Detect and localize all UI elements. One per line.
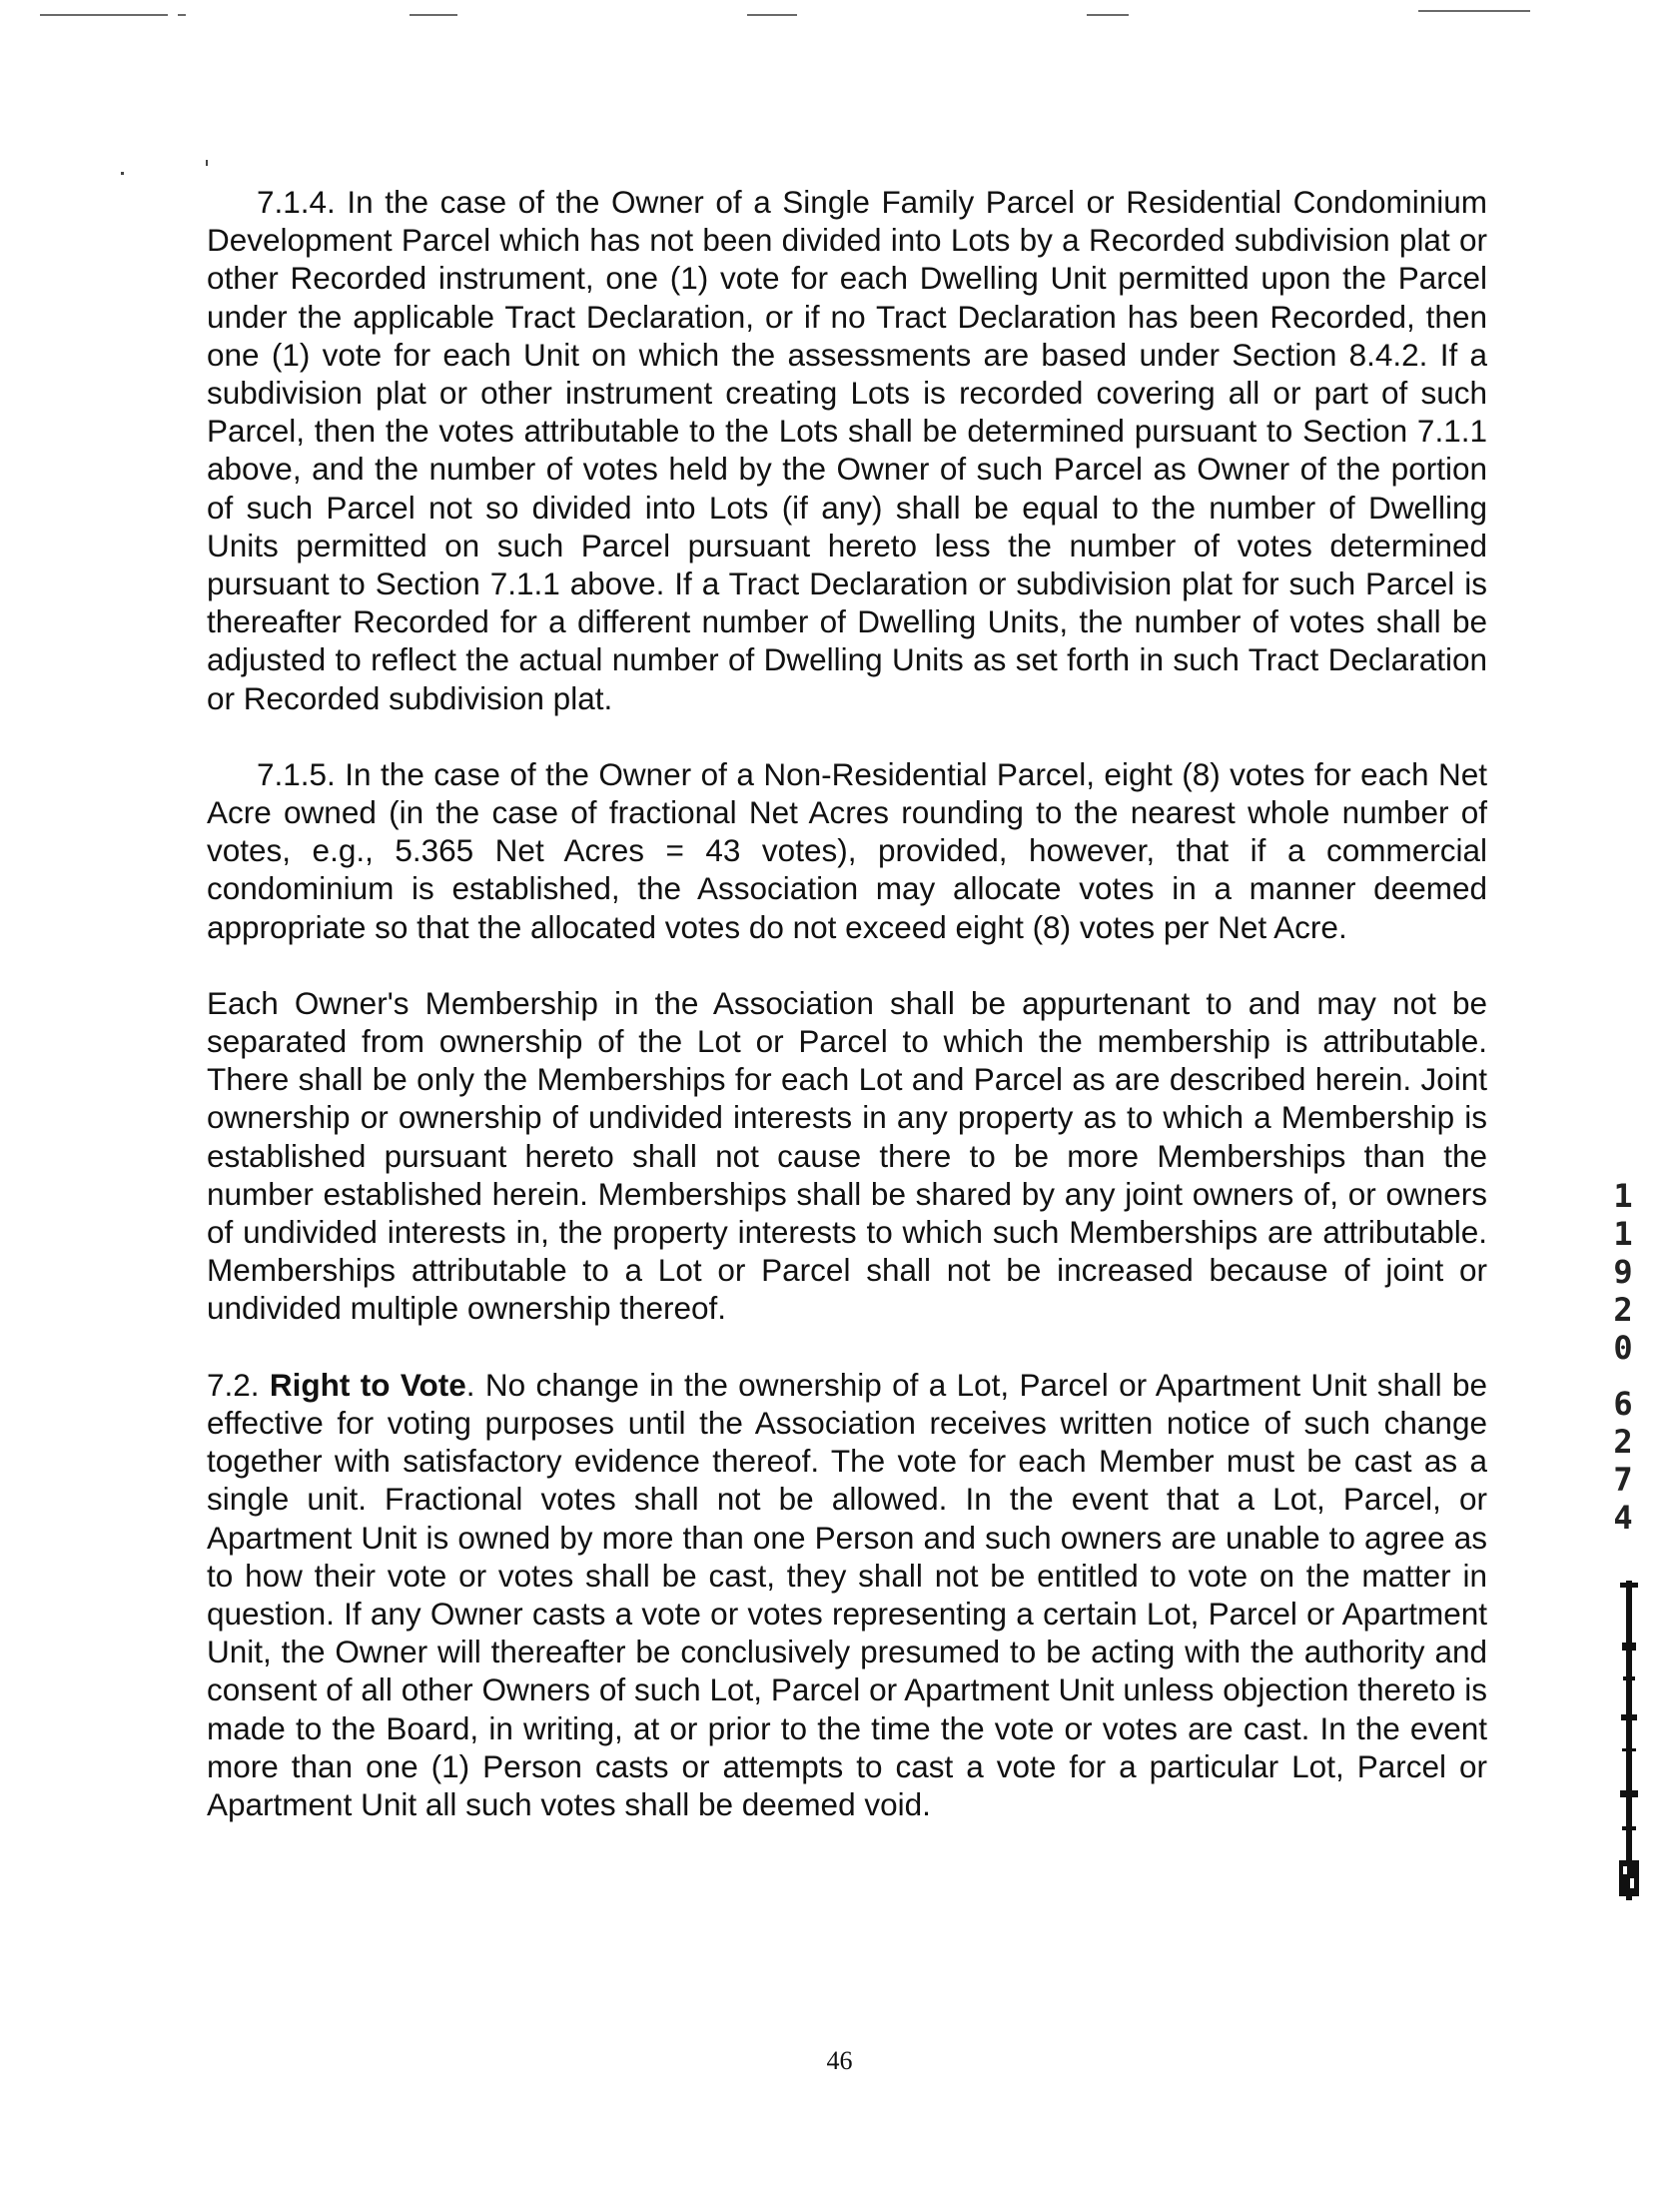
paragraph-membership: [207, 984, 1487, 1328]
paragraph-7-1-5: [207, 755, 1487, 946]
scan-mark: [1418, 10, 1530, 12]
paragraph-text: In the case of the Owner of a Non-Residential Parcel, eight (8) votes for each Net Acre owned (in the case of fractional Net Acres rounding to the nearest whole number of votes, e.g., 5.365 Net Acres = 43 votes), provided, however, that if a commercial condominium is established, the Association may allocate votes in a manner deemed appropriate so that the allocated votes do not exceed eight (8) votes per Net Acre.: [207, 755, 1487, 945]
document-body: [207, 183, 1487, 1861]
scan-mark: [178, 14, 186, 16]
stamp-digit: 4: [1613, 1499, 1633, 1537]
stamp-digit: 2: [1613, 1423, 1633, 1461]
stamp-digit: 6: [1613, 1385, 1633, 1423]
stamp-digit: 0: [1613, 1329, 1633, 1367]
scan-speck: [206, 160, 208, 166]
recording-stamp: [1603, 1177, 1643, 1537]
scan-mark: [747, 14, 797, 16]
paragraph-7-1-4: [207, 183, 1487, 717]
recording-barcode: [1616, 1581, 1642, 1900]
section-number: 7.1.5.: [257, 755, 336, 792]
scan-mark: [1087, 14, 1129, 16]
paragraph-text: Each Owner's Membership in the Association shall be appurtenant to and may not be separated from ownership of the Lot or Parcel to which the membership is attributable. There shall be only the Memberships for each Lot and Parcel as are described herein. Joint ownership or ownership of undivided interests in any property as to which a Membership is established pursuant hereto shall not cause there to be more Memberships than the number established herein. Memberships shall be shared by any joint owners of, or owners of undivided interests in, the property interests to which such Memberships are attributable. Memberships attributable to a Lot or Parcel shall not be increased because of joint or undivided multiple ownership thereof.: [207, 984, 1487, 1327]
section-heading: Right to Vote: [269, 1366, 466, 1403]
scan-mark: [410, 14, 457, 16]
section-number: 7.2.: [207, 1366, 260, 1403]
stamp-digit: 7: [1613, 1461, 1633, 1499]
stamp-digit: 1: [1613, 1215, 1633, 1253]
section-number: 7.1.4.: [257, 184, 336, 220]
paragraph-7-2: 7.2. Right to Vote. No change in the ownership of a Lot, Parcel or Apartment Unit shall be effective for voting purposes until the Association receives written notice of such change together with satisfactory evidence thereof. The vote for each Member must be cast as a single unit. Fractional votes shall not be allowed. In the event that a Lot, Parcel, or Apartment Unit is owned by more than one Person and such owners are unable to agree as to how their vote or votes shall be cast, they shall not be entitled to vote on the matter in question. If any Owner casts a vote or votes representing a certain Lot, Parcel or Apartment Unit, the Owner will thereafter be conclusively presumed to be acting with the authority and consent of all other Owners of such Lot, Parcel or Apartment Unit unless objection thereto is made to the Board, in writing, at or prior to the time the vote or votes are cast. In the event more than one (1) Person casts or attempts to cast a vote for a particular Lot, Parcel or Apartment Unit all such votes shall be deemed void.: [207, 1366, 1487, 1822]
paragraph-text: In the case of the Owner of a Single Family Parcel or Residential Condominium Development Parcel which has not been divided into Lots by a Recorded subdivision plat or other Recorded instrument, one (1) vote for each Dwelling Unit permitted upon the Parcel under the applicable Tract Declaration, or if no Tract Declaration has been Recorded, then one (1) vote for each Unit on which the assessments are based under Section 8.4.2. If a subdivision plat or other instrument creating Lots is recorded covering all or part of such Parcel, then the votes attributable to the Lots shall be determined pursuant to Section 7.1.1 above, and the number of votes held by the Owner of such Parcel as Owner of the portion of such Parcel not so divided into Lots (if any) shall be equal to the number of Dwelling Units permitted on such Parcel pursuant hereto less the number of votes determined pursuant to Section 7.1.1 above. If a Tract Declaration or subdivision plat for such Parcel is thereafter Recorded for a different number of Dwelling Units, the number of votes shall be adjusted to reflect the actual number of Dwelling Units as set forth in such Tract Declaration or Recorded subdivision plat.: [207, 184, 1487, 716]
page-number: 46: [826, 2046, 853, 2075]
stamp-digit: 2: [1613, 1291, 1633, 1329]
stamp-digit: 9: [1613, 1253, 1633, 1291]
paragraph-text: No change in the ownership of a Lot, Parcel or Apartment Unit shall be effective for voting purposes until the Association receives written notice of such change together with satisfactory evidence thereof. The vote for each Member must be cast as a single unit. Fractional votes shall not be allowed. In the event that a Lot, Parcel, or Apartment Unit is owned by more than one Person and such owners are unable to agree as to how their vote or votes shall be cast, they shall not be entitled to vote on the matter in question. If any Owner casts a vote or votes representing a certain Lot, Parcel or Apartment Unit, the Owner will thereafter be conclusively presumed to be acting with the authority and consent of all other Owners of such Lot, Parcel or Apartment Unit unless objection thereto is made to the Board, in writing, at or prior to the time the vote or votes are cast. In the event more than one (1) Person casts or attempts to cast a vote for a particular Lot, Parcel or Apartment Unit all such votes shall be deemed void.: [207, 1366, 1487, 1822]
stamp-digit: 1: [1613, 1177, 1633, 1215]
scan-speck: [121, 172, 124, 175]
scan-mark: [40, 14, 168, 16]
